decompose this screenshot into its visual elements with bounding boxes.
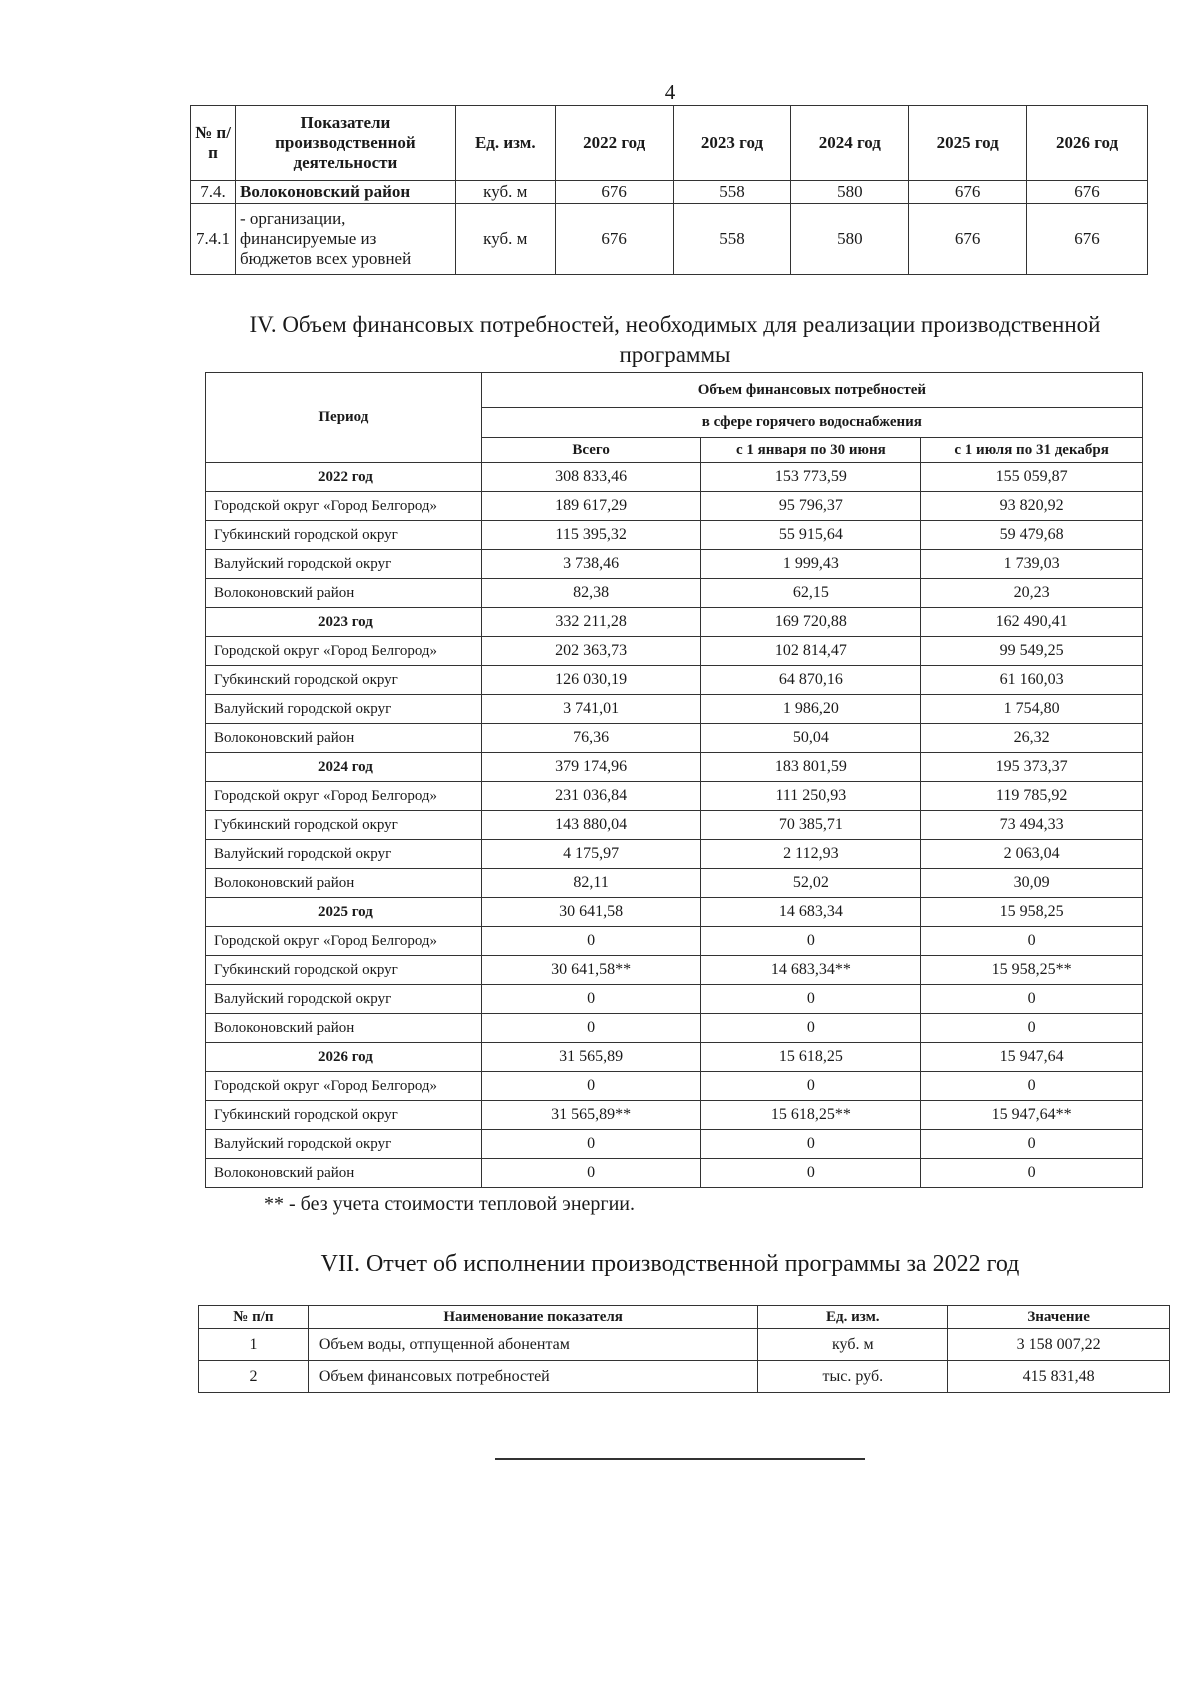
value-cell: 0: [921, 1130, 1143, 1159]
production-indicators-table: [190, 105, 1148, 275]
table-cell: 580: [791, 181, 909, 204]
value-cell: 99 549,25: [921, 637, 1143, 666]
period-cell: 2025 год: [206, 898, 482, 927]
table-cell: 7.4.: [191, 181, 236, 204]
period-cell: Губкинский городской округ: [206, 521, 482, 550]
subgroup-header: в сфере горячего водоснабжения: [481, 408, 1142, 438]
value-cell: 76,36: [481, 724, 701, 753]
value-cell: 119 785,92: [921, 782, 1143, 811]
period-cell: Городской округ «Город Белгород»: [206, 782, 482, 811]
value-cell: 14 683,34**: [701, 956, 921, 985]
table-cell: 558: [673, 181, 791, 204]
table-row: [206, 1072, 1143, 1101]
table-cell: 558: [673, 204, 791, 275]
header-cell: Значение: [948, 1306, 1170, 1329]
table-cell: 7.4.1: [191, 204, 236, 275]
header-cell: с 1 июля по 31 декабря: [921, 438, 1143, 463]
period-cell: Губкинский городской округ: [206, 1101, 482, 1130]
value-cell: 308 833,46: [481, 463, 701, 492]
financial-needs-table: [205, 372, 1143, 1188]
table-row: [206, 840, 1143, 869]
header-cell: Показатели производственной деятельности: [235, 106, 455, 181]
period-cell: Волоконовский район: [206, 869, 482, 898]
value-cell: 59 479,68: [921, 521, 1143, 550]
header-cell: 2025 год: [909, 106, 1027, 181]
table-cell: 676: [909, 181, 1027, 204]
value-cell: 82,11: [481, 869, 701, 898]
period-cell: Волоконовский район: [206, 1159, 482, 1188]
table-cell: 2: [199, 1361, 309, 1393]
period-cell: 2022 год: [206, 463, 482, 492]
value-cell: 3 738,46: [481, 550, 701, 579]
group-header: Объем финансовых потребностей: [481, 373, 1142, 408]
value-cell: 3 741,01: [481, 695, 701, 724]
period-cell: Губкинский городской округ: [206, 666, 482, 695]
value-cell: 95 796,37: [701, 492, 921, 521]
table-cell: Объем финансовых потребностей: [308, 1361, 758, 1393]
value-cell: 0: [481, 1130, 701, 1159]
value-cell: 0: [481, 927, 701, 956]
value-cell: 0: [481, 1072, 701, 1101]
value-cell: 62,15: [701, 579, 921, 608]
period-cell: Валуйский городской округ: [206, 985, 482, 1014]
table-row: [206, 521, 1143, 550]
table-row: [199, 1329, 1170, 1361]
table-row: [206, 579, 1143, 608]
footnote: ** - без учета стоимости тепловой энергии.: [264, 1193, 636, 1215]
period-cell: Городской округ «Город Белгород»: [206, 927, 482, 956]
value-cell: 379 174,96: [481, 753, 701, 782]
table-cell: куб. м: [455, 204, 555, 275]
table-row: [206, 869, 1143, 898]
period-cell: Губкинский городской округ: [206, 811, 482, 840]
value-cell: 111 250,93: [701, 782, 921, 811]
value-cell: 15 958,25: [921, 898, 1143, 927]
table-cell: куб. м: [758, 1329, 948, 1361]
table-row: [206, 898, 1143, 927]
value-cell: 143 880,04: [481, 811, 701, 840]
value-cell: 0: [481, 985, 701, 1014]
value-cell: 0: [481, 1014, 701, 1043]
table-row: [206, 724, 1143, 753]
table-cell: Объем воды, отпущенной абонентам: [308, 1329, 758, 1361]
value-cell: 332 211,28: [481, 608, 701, 637]
value-cell: 30 641,58**: [481, 956, 701, 985]
value-cell: 61 160,03: [921, 666, 1143, 695]
value-cell: 102 814,47: [701, 637, 921, 666]
value-cell: 115 395,32: [481, 521, 701, 550]
header-cell: № п/п: [191, 106, 236, 181]
header-cell: Ед. изм.: [758, 1306, 948, 1329]
table-cell: 676: [1027, 181, 1148, 204]
value-cell: 15 947,64**: [921, 1101, 1143, 1130]
table-cell: 676: [555, 181, 673, 204]
value-cell: 31 565,89**: [481, 1101, 701, 1130]
table-cell: 676: [909, 204, 1027, 275]
period-cell: Валуйский городской округ: [206, 695, 482, 724]
header-cell: 2022 год: [555, 106, 673, 181]
value-cell: 202 363,73: [481, 637, 701, 666]
period-cell: Волоконовский район: [206, 1014, 482, 1043]
header-cell: 2026 год: [1027, 106, 1148, 181]
end-divider: [495, 1458, 865, 1460]
value-cell: 0: [701, 1130, 921, 1159]
table-header-row: [206, 373, 1143, 408]
value-cell: 73 494,33: [921, 811, 1143, 840]
table-row: [206, 637, 1143, 666]
period-cell: Волоконовский район: [206, 724, 482, 753]
value-cell: 0: [921, 985, 1143, 1014]
table-header-row: [199, 1306, 1170, 1329]
table-cell: 676: [1027, 204, 1148, 275]
value-cell: 0: [701, 1014, 921, 1043]
value-cell: 155 059,87: [921, 463, 1143, 492]
value-cell: 15 947,64: [921, 1043, 1143, 1072]
value-cell: 0: [481, 1159, 701, 1188]
value-cell: 30 641,58: [481, 898, 701, 927]
value-cell: 20,23: [921, 579, 1143, 608]
table-row: [206, 927, 1143, 956]
table-row: [191, 204, 1148, 275]
value-cell: 189 617,29: [481, 492, 701, 521]
value-cell: 1 739,03: [921, 550, 1143, 579]
section-4-title: IV. Объем финансовых потребностей, необходимых для реализации производственной программы: [249, 312, 1101, 367]
value-cell: 15 618,25: [701, 1043, 921, 1072]
table-row: [206, 1043, 1143, 1072]
value-cell: 15 958,25**: [921, 956, 1143, 985]
table-row: [206, 666, 1143, 695]
value-cell: 64 870,16: [701, 666, 921, 695]
value-cell: 50,04: [701, 724, 921, 753]
period-cell: Городской округ «Город Белгород»: [206, 637, 482, 666]
value-cell: 0: [701, 927, 921, 956]
value-cell: 126 030,19: [481, 666, 701, 695]
value-cell: 2 063,04: [921, 840, 1143, 869]
period-cell: 2026 год: [206, 1043, 482, 1072]
table-row: [206, 463, 1143, 492]
value-cell: 1 999,43: [701, 550, 921, 579]
period-cell: 2024 год: [206, 753, 482, 782]
value-cell: 231 036,84: [481, 782, 701, 811]
value-cell: 0: [921, 1159, 1143, 1188]
value-cell: 15 618,25**: [701, 1101, 921, 1130]
value-cell: 55 915,64: [701, 521, 921, 550]
period-cell: Городской округ «Город Белгород»: [206, 492, 482, 521]
value-cell: 93 820,92: [921, 492, 1143, 521]
value-cell: 4 175,97: [481, 840, 701, 869]
table-row: [206, 811, 1143, 840]
value-cell: 14 683,34: [701, 898, 921, 927]
period-cell: Городской округ «Город Белгород»: [206, 1072, 482, 1101]
table-cell: 3 158 007,22: [948, 1329, 1170, 1361]
table-row: [199, 1361, 1170, 1393]
table-cell: - организации, финансируемые из бюджетов всех уровней: [235, 204, 455, 275]
table-cell: 676: [555, 204, 673, 275]
header-cell: с 1 января по 30 июня: [701, 438, 921, 463]
value-cell: 0: [701, 985, 921, 1014]
header-cell: № п/п: [199, 1306, 309, 1329]
execution-report-table: [198, 1305, 1170, 1393]
header-cell: Ед. изм.: [455, 106, 555, 181]
header-cell: 2023 год: [673, 106, 791, 181]
period-cell: Губкинский городской округ: [206, 956, 482, 985]
table-row: [206, 1130, 1143, 1159]
table-row: [206, 1101, 1143, 1130]
table-row: [206, 1014, 1143, 1043]
value-cell: 52,02: [701, 869, 921, 898]
page-number: 4: [664, 80, 676, 104]
value-cell: 1 986,20: [701, 695, 921, 724]
table-cell: 415 831,48: [948, 1361, 1170, 1393]
table-row: [206, 753, 1143, 782]
table-row: [206, 782, 1143, 811]
header-cell: Всего: [481, 438, 701, 463]
value-cell: 195 373,37: [921, 753, 1143, 782]
value-cell: 30,09: [921, 869, 1143, 898]
header-cell: 2024 год: [791, 106, 909, 181]
value-cell: 0: [701, 1159, 921, 1188]
period-cell: 2023 год: [206, 608, 482, 637]
value-cell: 1 754,80: [921, 695, 1143, 724]
value-cell: 169 720,88: [701, 608, 921, 637]
table-header-row: [191, 106, 1148, 181]
value-cell: 82,38: [481, 579, 701, 608]
header-cell: Наименование показателя: [308, 1306, 758, 1329]
table-row: [206, 550, 1143, 579]
period-cell: Валуйский городской округ: [206, 550, 482, 579]
value-cell: 153 773,59: [701, 463, 921, 492]
value-cell: 2 112,93: [701, 840, 921, 869]
value-cell: 0: [921, 1014, 1143, 1043]
table-row: [206, 956, 1143, 985]
value-cell: 26,32: [921, 724, 1143, 753]
value-cell: 162 490,41: [921, 608, 1143, 637]
value-cell: 0: [921, 927, 1143, 956]
section-7-title: VII. Отчет об исполнении производственной программы за 2022 год: [320, 1251, 1020, 1277]
table-row: [206, 492, 1143, 521]
period-cell: Волоконовский район: [206, 579, 482, 608]
table-row: [191, 181, 1148, 204]
period-cell: Валуйский городской округ: [206, 840, 482, 869]
table-row: [206, 1159, 1143, 1188]
table-row: [206, 608, 1143, 637]
table-cell: 1: [199, 1329, 309, 1361]
value-cell: 0: [921, 1072, 1143, 1101]
period-header: Период: [206, 373, 482, 463]
value-cell: 70 385,71: [701, 811, 921, 840]
table-cell: 580: [791, 204, 909, 275]
period-cell: Валуйский городской округ: [206, 1130, 482, 1159]
table-row: [206, 985, 1143, 1014]
value-cell: 31 565,89: [481, 1043, 701, 1072]
table-cell: Волоконовский район: [235, 181, 455, 204]
table-cell: куб. м: [455, 181, 555, 204]
value-cell: 183 801,59: [701, 753, 921, 782]
table-row: [206, 695, 1143, 724]
table-cell: тыс. руб.: [758, 1361, 948, 1393]
value-cell: 0: [701, 1072, 921, 1101]
